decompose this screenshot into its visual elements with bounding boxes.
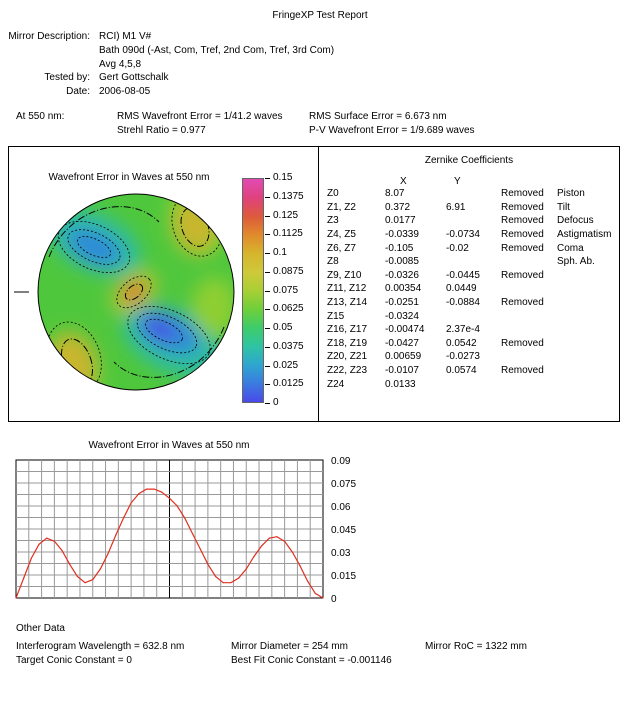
zernike-row: [327, 323, 617, 337]
tested-by-label: Tested by:: [44, 72, 90, 83]
zernike-cell-status: Removed: [501, 201, 544, 213]
colorbar-tick-label: 0.025: [273, 359, 299, 371]
colorbar-tick-label: 0.1: [273, 247, 287, 258]
wavefront-map-title: Wavefront Error in Waves at 550 nm: [48, 172, 210, 183]
wavefront-map: [9, 147, 309, 421]
zernike-cell-status: Removed: [501, 229, 544, 241]
zernike-cell-name: [557, 309, 617, 323]
chart-data-point: [322, 597, 323, 598]
zernike-cell-name: Sph. Ab.: [557, 256, 595, 268]
chart-data-point: [223, 582, 224, 583]
chart-data-point: [230, 582, 231, 583]
chart-data-point: [31, 558, 32, 559]
zernike-cell-status: [501, 350, 557, 364]
zernike-row: [327, 187, 617, 201]
zernike-cell-term: Z0: [327, 188, 339, 200]
rms-wavefront-error: RMS Wavefront Error = 1/41.2 waves: [117, 111, 283, 122]
zernike-cell-status: [501, 309, 557, 323]
zernike-cell-name: [557, 364, 617, 378]
zernike-cell-name: [557, 296, 617, 310]
report-title: FringeXP Test Report: [272, 10, 368, 21]
colorbar: [242, 178, 264, 403]
colorbar-tick: [265, 403, 270, 404]
zernike-cell-name: Piston: [557, 188, 585, 200]
zernike-row: [327, 214, 617, 228]
main-panel: [8, 146, 620, 422]
zernike-row: [327, 201, 617, 215]
chart-data-point: [154, 489, 155, 490]
chart-data-point: [269, 538, 270, 539]
zernike-cell-status: Removed: [501, 215, 544, 227]
zernike-row: [327, 309, 617, 323]
chart-data-point: [69, 564, 70, 565]
zernike-cell-name: Defocus: [557, 215, 594, 227]
zernike-cell-name: [557, 323, 617, 337]
zernike-cell-status: [501, 377, 557, 391]
zernike-cell-y: -0.0734: [446, 229, 480, 241]
zernike-cell-status: Removed: [501, 297, 544, 309]
colorbar-tick: [265, 253, 270, 254]
chart-data-point: [200, 548, 201, 549]
zernike-cell-y: -0.0884: [446, 297, 480, 309]
zernike-cell-term: Z18, Z19: [327, 337, 368, 349]
colorbar-tick-label: 0.125: [273, 209, 299, 221]
zernike-cell-term: Z4, Z5: [327, 229, 356, 241]
chart-data-point: [253, 556, 254, 557]
chart-data-point: [15, 597, 16, 598]
zernike-cell-x: 8.07: [385, 188, 405, 200]
zernike-row: [327, 350, 617, 364]
colorbar-tick-label: 0.1375: [273, 190, 304, 202]
chart-data-point: [207, 564, 208, 565]
date-label: Date:: [66, 86, 90, 97]
colorbar-tick: [265, 347, 270, 348]
colorbar-tick-label: 0.075: [273, 284, 299, 296]
chart-y-tick-label: 0.09: [331, 456, 351, 467]
interferogram-wavelength: Interferogram Wavelength = 632.8 nm: [16, 641, 185, 652]
wavefront-profile-chart: [0, 452, 380, 602]
chart-y-tick-label: 0.015: [331, 571, 357, 582]
map-disk: [29, 177, 249, 421]
mirror-roc: Mirror RoC = 1322 mm: [425, 641, 527, 652]
zernike-cell-name: [557, 337, 617, 351]
colorbar-tick-label: 0.0125: [273, 378, 304, 390]
chart-data-point: [299, 565, 300, 566]
chart-data-point: [54, 541, 55, 542]
zernike-row: [327, 377, 617, 391]
zernike-row: [327, 282, 617, 296]
colorbar-tick: [265, 197, 270, 198]
colorbar-tick: [265, 234, 270, 235]
chart-data-point: [184, 518, 185, 519]
chart-data-point: [276, 536, 277, 537]
zernike-cell-status: Removed: [501, 188, 544, 200]
zernike-cell-term: Z6, Z7: [327, 242, 356, 254]
zernike-cell-status: Removed: [501, 269, 544, 281]
zernike-cell-name: [557, 350, 617, 364]
zernike-row: [327, 337, 617, 351]
chart-y-tick-label: 0.03: [331, 548, 351, 559]
panel-divider: [318, 147, 319, 421]
zernike-cell-term: Z22, Z23: [327, 365, 368, 377]
colorbar-tick: [265, 309, 270, 310]
zernike-cell-y: [446, 255, 501, 269]
zernike-cell-y: 0.0449: [446, 283, 477, 295]
zernike-col-x: X: [400, 176, 407, 187]
chart-data-point: [131, 502, 132, 503]
zernike-cell-x: -0.0427: [385, 337, 419, 349]
strehl-ratio: Strehl Ratio = 0.977: [117, 125, 206, 136]
zernike-cell-y: 0.0574: [446, 365, 477, 377]
zernike-cell-y: -0.0273: [446, 351, 480, 363]
zernike-cell-status: [501, 255, 557, 269]
zernike-cell-term: Z20, Z21: [327, 351, 368, 363]
chart-data-point: [138, 493, 139, 494]
chart-data-point: [77, 576, 78, 577]
date-value: 2006-08-05: [99, 86, 151, 97]
zernike-cell-term: Z1, Z2: [327, 201, 356, 213]
zernike-cell-name: Astigmatism: [557, 229, 612, 241]
chart-data-point: [169, 498, 170, 499]
chart-y-tick-label: 0.045: [331, 525, 357, 536]
mirror-description-line-2: Bath 090d (-Ast, Com, Tref, 2nd Com, Tref, 3rd Com): [99, 45, 335, 56]
zernike-cell-status: [501, 282, 557, 296]
zernike-cell-status: [501, 323, 557, 337]
zernike-row: [327, 255, 617, 269]
zernike-cell-x: 0.0133: [385, 378, 416, 390]
chart-data-point: [61, 550, 62, 551]
chart-data-point: [177, 505, 178, 506]
chart-y-tick-label: 0.075: [331, 479, 357, 490]
zernike-cell-y: -0.0445: [446, 269, 480, 281]
zernike-row: [327, 296, 617, 310]
zernike-cell-y: -0.02: [446, 242, 469, 254]
zernike-cell-term: Z3: [327, 215, 339, 227]
zernike-cell-x: -0.0326: [385, 269, 419, 281]
chart-data-point: [292, 551, 293, 552]
colorbar-tick: [265, 178, 270, 179]
mirror-description-line-3: Avg 4,5,8: [99, 59, 142, 70]
zernike-cell-term: Z11, Z12: [327, 283, 367, 295]
chart-data-point: [100, 568, 101, 569]
zernike-cell-status: Removed: [501, 365, 544, 377]
zernike-cell-x: -0.0107: [385, 365, 419, 377]
at-wavelength-label: At 550 nm:: [16, 111, 65, 122]
mirror-description-line-1: RCI) M1 V#: [99, 31, 152, 42]
chart-data-point: [307, 581, 308, 582]
chart-data-point: [315, 593, 316, 594]
zernike-cell-status: Removed: [501, 242, 544, 254]
chart-data-point: [192, 533, 193, 534]
zernike-cell-x: 0.00659: [385, 351, 422, 363]
zernike-row: [327, 269, 617, 283]
zernike-cell-name: Coma: [557, 242, 584, 254]
zernike-title: Zernike Coefficients: [424, 155, 514, 166]
chart-data-point: [123, 518, 124, 519]
rms-surface-error: RMS Surface Error = 6.673 nm: [309, 111, 447, 122]
target-conic-constant: Target Conic Constant = 0: [16, 655, 132, 666]
zernike-cell-x: -0.105: [385, 242, 414, 254]
zernike-col-y: Y: [454, 176, 461, 187]
chart-data-point: [92, 579, 93, 580]
zernike-cell-x: -0.00474: [385, 324, 425, 336]
mirror-description-label: Mirror Description:: [8, 31, 90, 42]
tested-by-value: Gert Gottschalk: [99, 72, 169, 83]
zernike-cell-x: -0.0324: [385, 310, 419, 322]
zernike-row: [327, 364, 617, 378]
colorbar-tick-label: 0.0375: [273, 340, 304, 352]
mirror-diameter: Mirror Diameter = 254 mm: [231, 641, 348, 652]
colorbar-tick: [265, 366, 270, 367]
colorbar-tick: [265, 291, 270, 292]
zernike-cell-x: -0.0339: [385, 229, 419, 241]
zernike-cell-y: [446, 309, 501, 323]
chart-data-point: [84, 582, 85, 583]
zernike-cell-y: [446, 214, 501, 228]
zernike-cell-name: [557, 282, 617, 296]
chart-y-tick-label: 0.06: [331, 502, 351, 513]
colorbar-tick-label: 0.0875: [273, 265, 304, 277]
best-fit-conic-constant: Best Fit Conic Constant = -0.001146: [231, 655, 392, 666]
zernike-table: [327, 187, 617, 391]
chart-data-point: [38, 544, 39, 545]
colorbar-tick-label: 0: [273, 397, 279, 408]
zernike-cell-x: 0.00354: [385, 283, 422, 295]
colorbar-tick: [265, 272, 270, 273]
zernike-cell-name: [557, 269, 617, 283]
zernike-cell-status: Removed: [501, 337, 544, 349]
colorbar-tick-label: 0.15: [273, 172, 293, 183]
chart-data-point: [215, 576, 216, 577]
zernike-row: [327, 228, 617, 242]
colorbar-tick: [265, 216, 270, 217]
colorbar-tick-label: 0.05: [273, 322, 293, 333]
zernike-cell-name: [557, 377, 617, 391]
chart-title: Wavefront Error in Waves at 550 nm: [88, 440, 250, 451]
colorbar-tick-label: 0.1125: [273, 228, 303, 240]
zernike-cell-y: [446, 187, 501, 201]
zernike-cell-term: Z15: [327, 310, 345, 322]
zernike-cell-y: 2.37e-4: [446, 324, 480, 336]
chart-data-point: [261, 545, 262, 546]
zernike-cell-term: Z16, Z17: [327, 324, 368, 336]
zernike-cell-term: Z9, Z10: [327, 269, 362, 281]
chart-y-tick-label: 0: [331, 594, 337, 602]
zernike-cell-term: Z8: [327, 256, 339, 268]
chart-data-point: [246, 568, 247, 569]
chart-data-point: [46, 538, 47, 539]
zernike-cell-y: 6.91: [446, 201, 466, 213]
zernike-cell-y: 0.0542: [446, 337, 477, 349]
chart-data-point: [23, 577, 24, 578]
colorbar-tick: [265, 328, 270, 329]
chart-data-point: [108, 553, 109, 554]
zernike-cell-x: -0.0085: [385, 256, 419, 268]
zernike-cell-name: Tilt: [557, 201, 570, 213]
zernike-row: [327, 241, 617, 255]
zernike-cell-term: Z13, Z14: [327, 297, 368, 309]
chart-data-point: [238, 577, 239, 578]
zernike-cell-term: Z24: [327, 378, 345, 390]
chart-data-point: [284, 541, 285, 542]
colorbar-tick: [265, 384, 270, 385]
chart-data-point: [161, 492, 162, 493]
chart-data-point: [115, 535, 116, 536]
zernike-cell-x: 0.0177: [385, 215, 416, 227]
zernike-cell-x: 0.372: [385, 201, 411, 213]
chart-data-point: [146, 489, 147, 490]
other-data-title: Other Data: [16, 623, 65, 634]
pv-wavefront-error: P-V Wavefront Error = 1/9.689 waves: [309, 125, 475, 136]
zernike-cell-x: -0.0251: [385, 297, 419, 309]
zernike-cell-y: [446, 377, 501, 391]
colorbar-tick-label: 0.0625: [273, 303, 304, 315]
